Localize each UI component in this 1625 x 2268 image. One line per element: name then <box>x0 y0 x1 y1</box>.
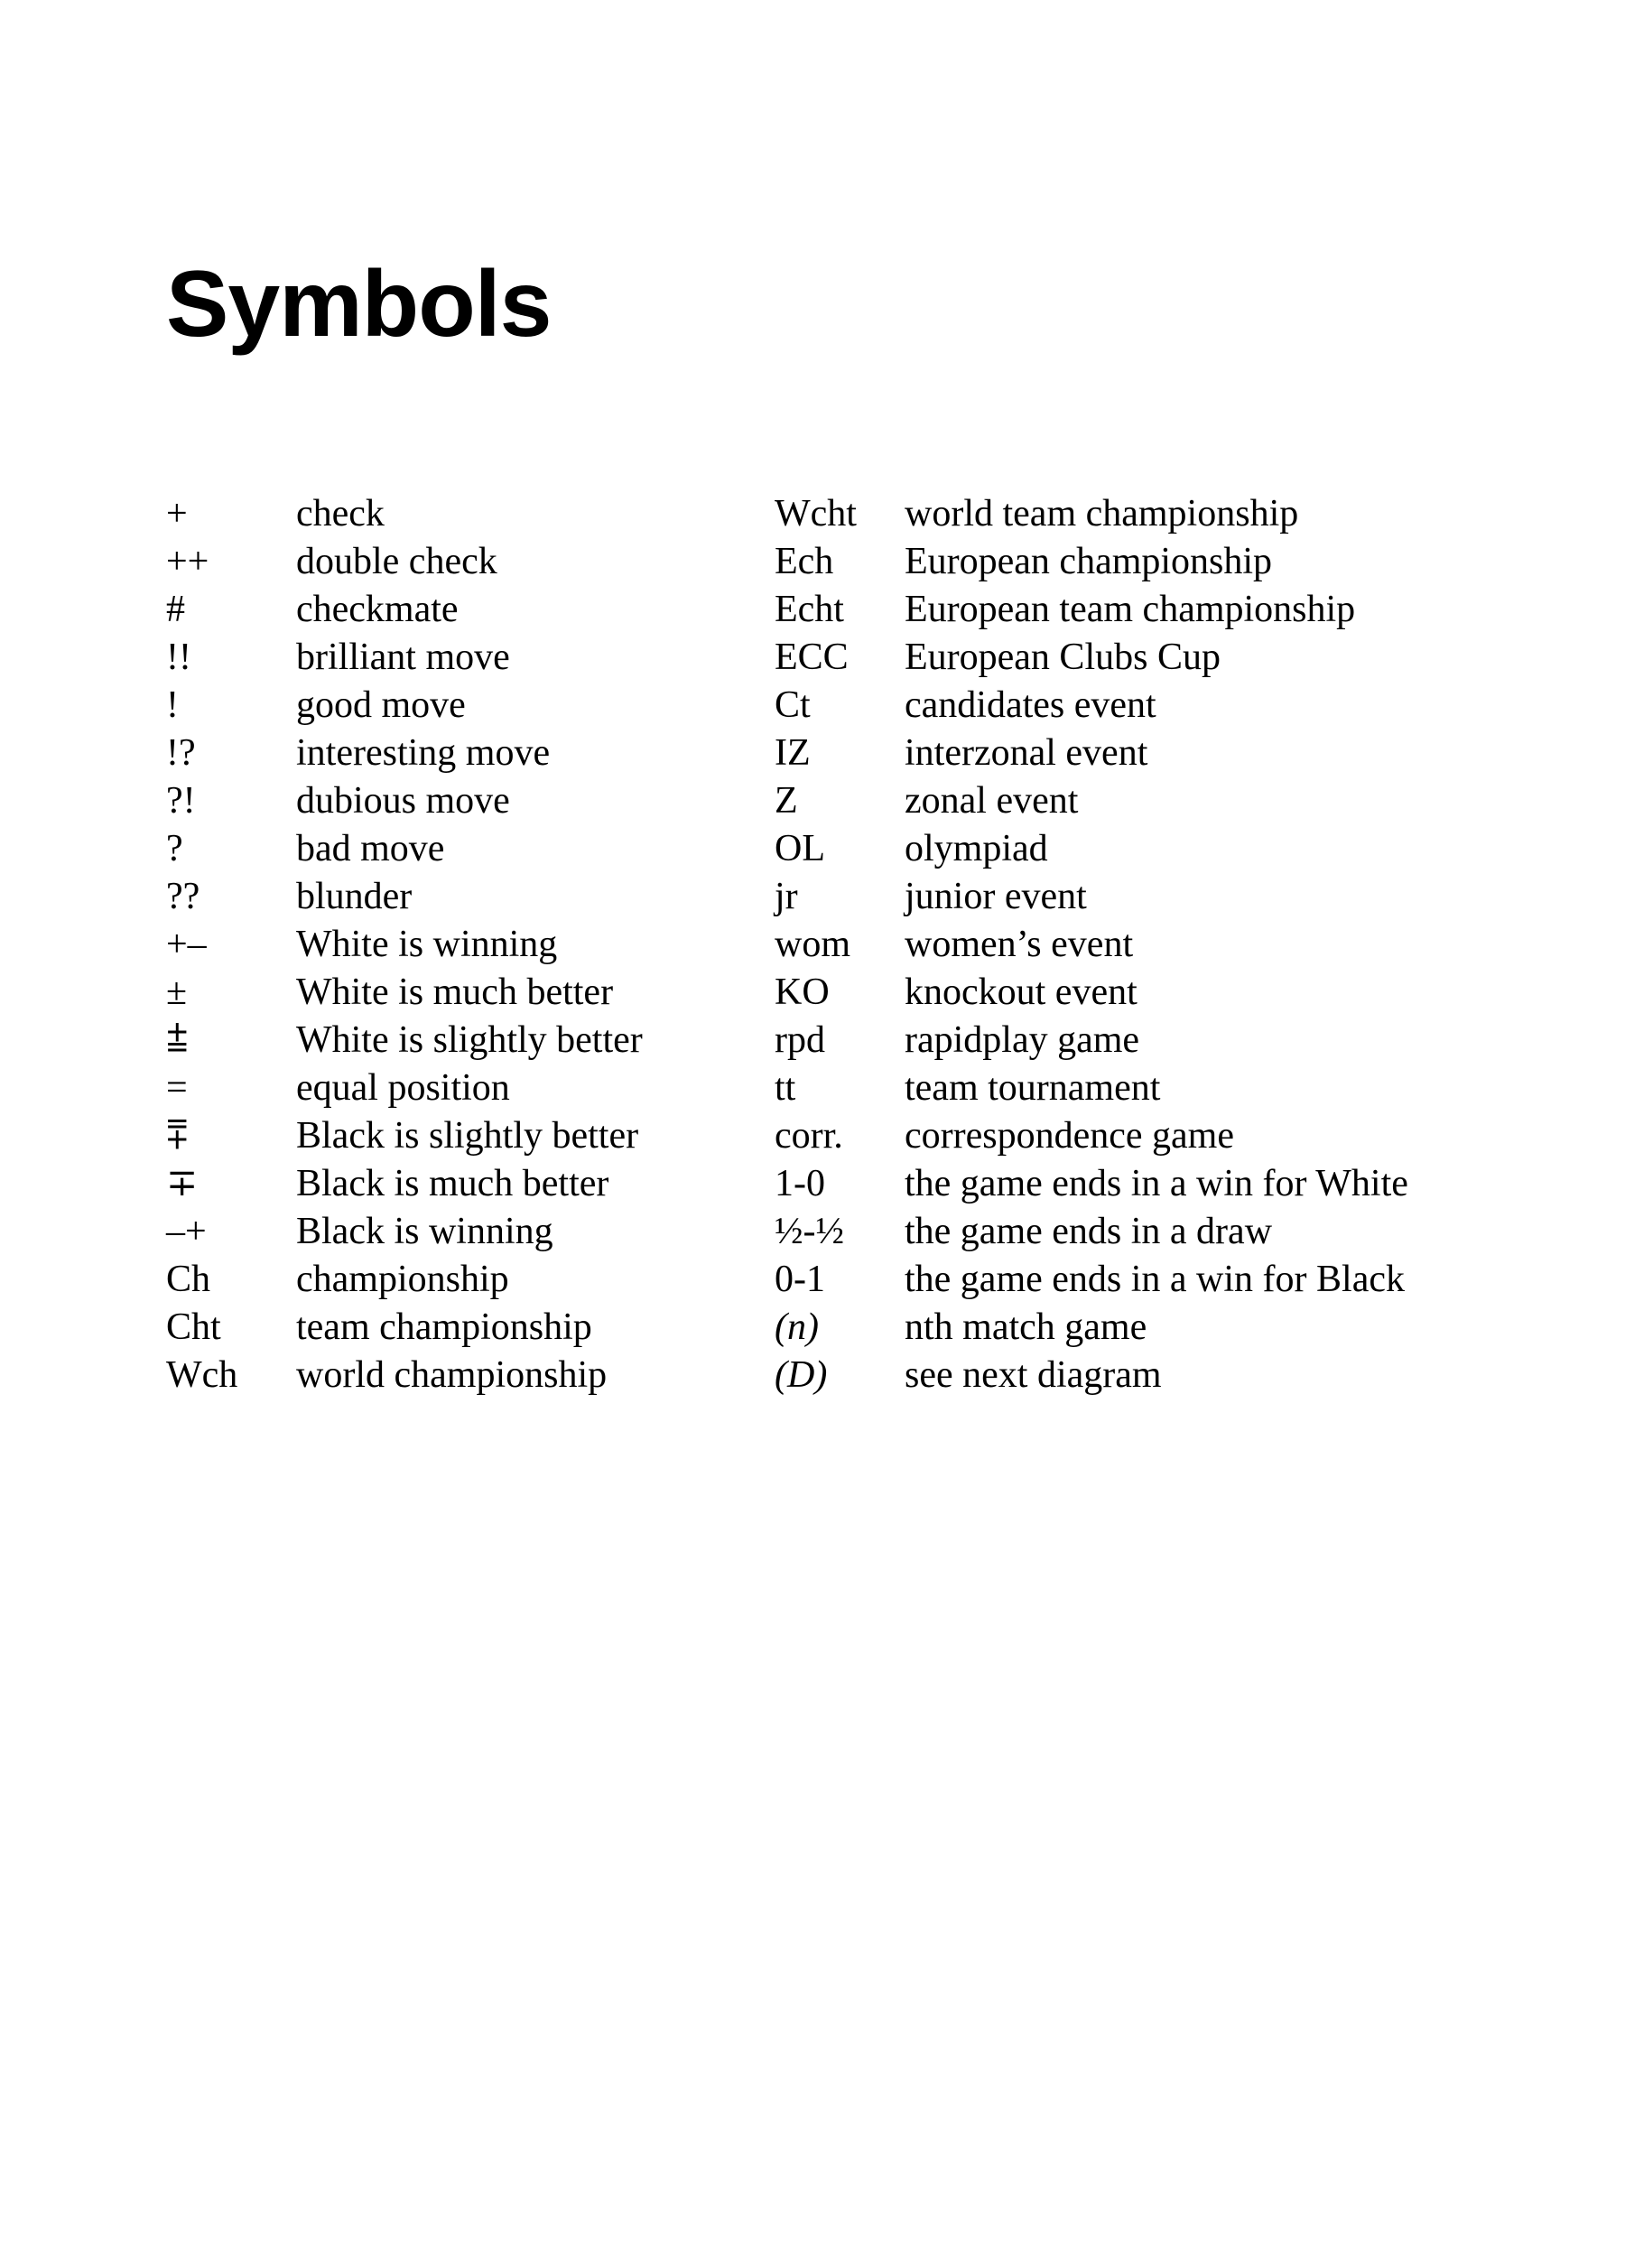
symbol: 0-1 <box>775 1259 825 1300</box>
symbol: ECC <box>775 637 849 678</box>
symbol-meaning: the game ends in a win for White <box>905 1163 1408 1204</box>
symbol-meaning: team championship <box>296 1306 592 1348</box>
symbol: Ech <box>775 541 834 582</box>
symbol-meaning: good move <box>296 684 466 726</box>
symbol: wom <box>775 924 850 965</box>
symbol: OL <box>775 828 825 869</box>
symbol: ∓ <box>166 1163 199 1204</box>
symbol: # <box>166 589 185 630</box>
symbol-meaning: interzonal event <box>905 732 1148 774</box>
symbol: (n) <box>775 1306 819 1348</box>
symbol-meaning: European championship <box>905 541 1273 582</box>
symbol: jr <box>775 876 798 917</box>
symbol-meaning: olympiad <box>905 828 1048 869</box>
symbol: tt <box>775 1067 796 1109</box>
symbol-meaning: interesting move <box>296 732 551 774</box>
symbol: !? <box>166 732 196 774</box>
symbol-meaning: rapidplay game <box>905 1019 1140 1061</box>
symbol: !! <box>166 637 191 678</box>
symbol-meaning: knockout event <box>905 971 1138 1013</box>
symbol-meaning: double check <box>296 541 497 582</box>
symbol-meaning: blunder <box>296 876 413 917</box>
symbol-meaning: the game ends in a draw <box>905 1211 1273 1252</box>
symbol-meaning: team tournament <box>905 1067 1161 1109</box>
symbol-meaning: candidates event <box>905 684 1156 726</box>
symbol-meaning: White is winning <box>296 924 558 965</box>
symbol: rpd <box>775 1019 825 1061</box>
symbol: ⩱ <box>166 1115 189 1157</box>
symbol: Ch <box>166 1259 211 1300</box>
symbol-meaning: Black is slightly better <box>296 1115 639 1157</box>
symbol-meaning: Black is winning <box>296 1211 553 1252</box>
symbol-meaning: European team championship <box>905 589 1356 630</box>
symbol: Wch <box>166 1354 238 1396</box>
symbol-meaning: zonal event <box>905 780 1079 822</box>
symbol: IZ <box>775 732 811 774</box>
symbol: –+ <box>166 1211 207 1252</box>
symbol: (D) <box>775 1354 828 1396</box>
symbol-meaning: women’s event <box>905 924 1134 965</box>
symbol-meaning: European Clubs Cup <box>905 637 1221 678</box>
symbol-meaning: White is much better <box>296 971 614 1013</box>
symbol-meaning: nth match game <box>905 1306 1147 1348</box>
symbol: ½-½ <box>775 1211 844 1252</box>
page-title: Symbols <box>166 252 552 357</box>
symbol: Echt <box>775 589 844 630</box>
symbol-meaning: check <box>296 493 385 534</box>
symbol: ⩲ <box>166 1019 189 1061</box>
symbol-meaning: Black is much better <box>296 1163 609 1204</box>
symbol: + <box>166 493 188 534</box>
symbol: ?! <box>166 780 196 822</box>
symbol-meaning: equal position <box>296 1067 510 1109</box>
symbol-meaning: see next diagram <box>905 1354 1162 1396</box>
symbol-meaning: checkmate <box>296 589 459 630</box>
symbol-meaning: brilliant move <box>296 637 510 678</box>
symbol: Cht <box>166 1306 221 1348</box>
symbol: +– <box>166 924 207 965</box>
symbol: Ct <box>775 684 811 726</box>
symbol-meaning: world championship <box>296 1354 608 1396</box>
symbol-meaning: junior event <box>905 876 1087 917</box>
symbol: ± <box>166 971 188 1013</box>
symbol-meaning: world team championship <box>905 493 1299 534</box>
symbol: 1-0 <box>775 1163 825 1204</box>
symbol: Wcht <box>775 493 857 534</box>
symbol: ?? <box>166 876 200 917</box>
symbol: Z <box>775 780 798 822</box>
symbol: ? <box>166 828 183 869</box>
symbol-meaning: the game ends in a win for Black <box>905 1259 1405 1300</box>
symbol-meaning: correspondence game <box>905 1115 1234 1157</box>
symbol: ! <box>166 684 179 726</box>
symbol-meaning: championship <box>296 1259 509 1300</box>
symbol: corr. <box>775 1115 843 1157</box>
symbol-meaning: dubious move <box>296 780 510 822</box>
symbol-meaning: White is slightly better <box>296 1019 643 1061</box>
symbol: ++ <box>166 541 209 582</box>
symbol: KO <box>775 971 830 1013</box>
symbol: = <box>166 1067 188 1109</box>
symbol-meaning: bad move <box>296 828 445 869</box>
